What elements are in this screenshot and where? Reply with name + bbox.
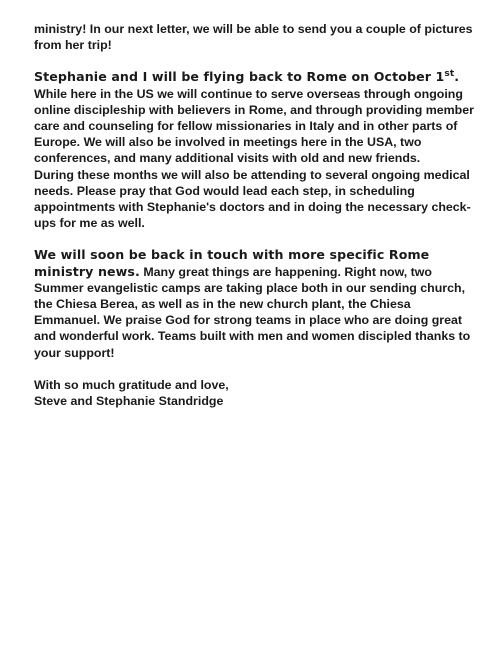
section2-heading: We will soon be back in touch with more specific Rome ministry news. — [34, 247, 430, 279]
letter-page — [34, 21, 474, 409]
section1-heading-period: . — [454, 69, 460, 85]
spacer — [34, 53, 474, 69]
intro-continuation: ministry! In our next letter, we will be able to send you a couple of pictures from her trip! — [34, 22, 473, 53]
ordinal-suffix: st — [444, 69, 455, 80]
section1-heading — [34, 69, 474, 85]
section1-paragraph-1: While here in the US we will continue to serve overseas through ongoing online discipleship with believers in Rome, and through providing member care and counseling for fellow missionaries in Italy and in other parts of Europe. We will also be involved in meetings here in the USA, two conferences, and many additional visits with old and new friends. — [34, 86, 474, 166]
section1-heading-text: Stephanie and I will be flying back to Rome on October 1 — [34, 69, 445, 85]
section1-paragraph-2: During these months we will also be attending to several ongoing medical needs. Please pray that God would lead each step, in scheduling appointments with Stephanie's doctors and in doing the necessary check-ups for me as well. — [34, 167, 471, 231]
closing-line: With so much gratitude and love, — [34, 377, 229, 392]
section2-body: Many great things are happening. Right now, two Summer evangelistic camps are taking place both in our sending church, the Chiesa Berea, as well as in the new church plant, the Chiesa Emmanuel. We praise God for strong teams in place who are doing great and wonderful work. Teams built with men and women discipled thanks to your support! — [34, 264, 471, 360]
section2-paragraph — [34, 247, 474, 360]
spacer — [34, 231, 474, 247]
spacer — [34, 361, 474, 377]
signature: Steve and Stephanie Standridge — [34, 394, 224, 409]
